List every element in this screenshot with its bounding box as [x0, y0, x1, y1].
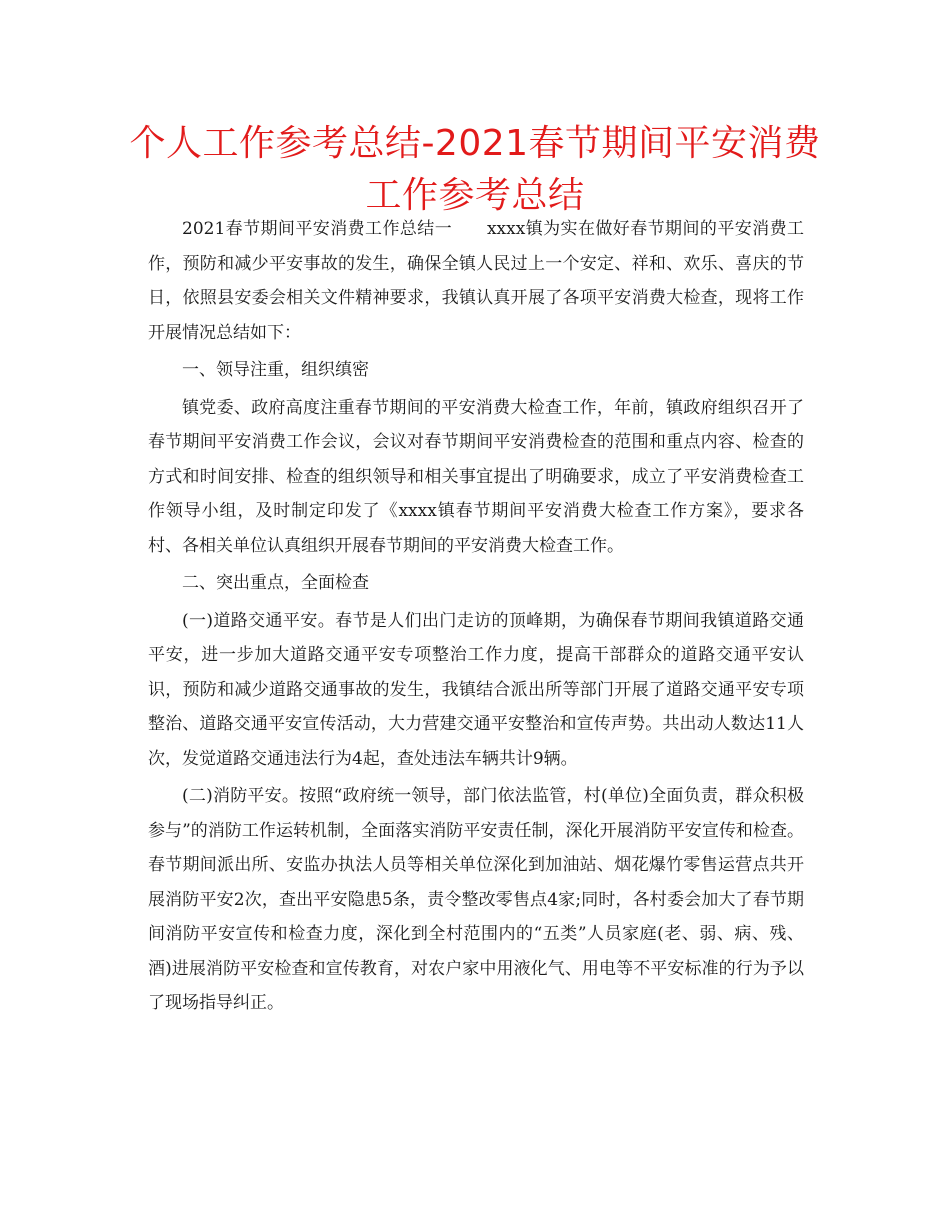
paragraph-road-traffic: (一)道路交通平安。春节是人们出门走访的顶峰期，为确保春节期间我镇道路交通平安，进一步加大道路交通平安专项整治工作力度，提高干部群众的道路交通平安认识，预防和减少道路交通事故的发生，我镇结合派出所等部门开展了道路交通平安专项整治、道路交通平安宣传活动，大力营建交通平安整治和宣传声势。共出动人数达11人次，发觉道路交通违法行为4起，查处违法车辆共计9辆。: [148, 610, 804, 769]
document-title: 个人工作参考总结-2021春节期间平安消费工作参考总结: [129, 123, 821, 216]
document-body: [148, 212, 804, 1024]
paragraph-section-1: 镇党委、政府高度注重春节期间的平安消费大检查工作，年前，镇政府组织召开了春节期间平安消费工作会议，会议对春节期间平安消费检查的范围和重点内容、检查的方式和时间安排、检查的组织领导和相关事宜提出了明确要求，成立了平安消费检查工作领导小组，及时制定印发了《xxxx镇春节期间平安消费大检查工作方案》，要求各村、各相关单位认真组织开展春节期间的平安消费大检查工作。: [148, 397, 804, 556]
paragraph-fire-safety: (二)消防平安。按照“政府统一领导，部门依法监管，村(单位)全面负责，群众积极参与”的消防工作运转机制，全面落实消防平安责任制，深化开展消防平安宣传和检查。春节期间派出所、安监办执法人员等相关单位深化到加油站、烟花爆竹零售运营点共开展消防平安2次，查出平安隐患5条，责令整改零售点4家;同时，各村委会加大了春节期间消防平安宣传和检查力度，深化到全村范围内的“五类”人员家庭(老、弱、病、残、酒)进展消防平安检查和宣传教育，对农户家中用液化气、用电等不平安标准的行为予以了现场指导纠正。: [148, 786, 804, 1013]
paragraph-intro: 2021春节期间平安消费工作总结一 xxxx镇为实在做好春节期间的平安消费工作，预防和减少平安事故的发生，确保全镇人民过上一个安定、祥和、欢乐、喜庆的节日，依照县安委会相关文件精神要求，我镇认真开展了各项平安消费大检查，现将工作开展情况总结如下：: [148, 219, 804, 343]
section-heading-1: 一、领导注重，组织缜密: [182, 360, 369, 380]
section-heading-2: 二、突出重点，全面检查: [182, 573, 369, 593]
